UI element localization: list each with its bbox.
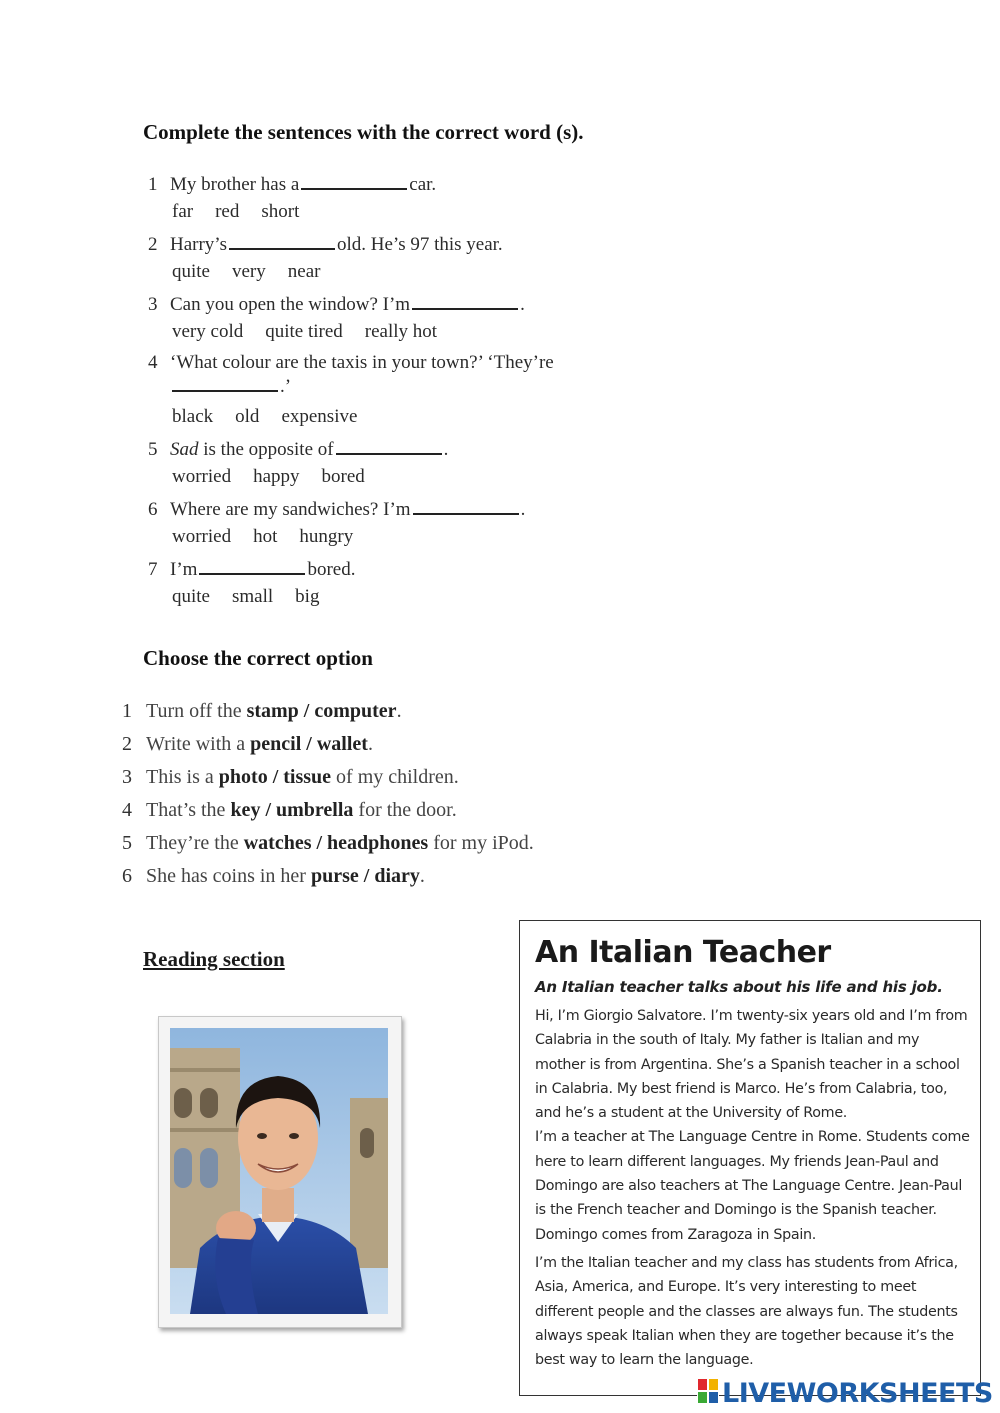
choice-options[interactable]: key / umbrella [230,799,354,821]
option-word: worried [172,526,232,547]
reading-paragraph: I’m a teacher at The Language Centre in Rome. Students come here to learn different languages. My friends Jean-Paul and Domingo are also teachers at The Language Centre. Jean-Paul is the French teacher and Domingo is the Spanish teacher. Domingo comes from Zaragoza in Spain. [535,1129,970,1243]
item-number: 7 [148,559,158,580]
option-words [172,406,379,428]
option-word: near [287,261,321,282]
choice-options[interactable]: stamp / computer [246,700,397,722]
option-words [172,466,387,488]
choice-text-after: of my children. [331,766,459,788]
liveworksheets-logo-text: LIVEWORKSHEETS [722,1378,993,1409]
option-words [172,526,375,548]
choice-item [122,832,534,855]
option-word: big [295,586,320,607]
option-word: expensive [281,406,358,427]
option-word: bored [321,466,365,487]
option-word: short [261,201,300,222]
option-word: worried [172,466,232,487]
sentence-item [148,437,448,461]
item-number: 2 [122,733,132,755]
choice-text-before: This is a [146,766,219,788]
item-number: 5 [122,832,132,854]
choice-text-before: Turn off the [146,700,247,722]
sentence-item [148,232,503,256]
answer-blank[interactable] [229,232,335,250]
item-number: 6 [148,499,158,520]
reading-card [519,920,981,1396]
choice-item [122,799,457,822]
option-word: far [172,201,194,222]
answer-blank[interactable] [413,497,519,515]
reading-card-title: An Italian Teacher [535,935,831,970]
item-number: 5 [148,439,158,460]
item-text-before: I’m [170,559,198,580]
item-number: 6 [122,865,132,887]
teacher-photo-image [170,1028,388,1314]
sentence-item [148,292,525,316]
item-number: 1 [148,174,158,195]
choice-options[interactable]: purse / diary [310,865,420,887]
sentence-item [148,497,525,521]
answer-blank[interactable] [301,172,407,190]
item-text-after: . [520,294,525,315]
teacher-photo [158,1016,402,1328]
item-number: 3 [122,766,132,788]
choice-options[interactable]: pencil / wallet [250,733,368,755]
option-word: quite tired [265,321,343,342]
choice-text-after: for the door. [353,799,457,821]
liveworksheets-logo-mark-icon [697,1378,719,1404]
answer-blank[interactable] [336,437,442,455]
choice-item [122,700,402,723]
item-text-before: Can you open the window? I’m [170,294,411,315]
exercise1-title: Complete the sentences with the correct word (s). [143,120,584,144]
item-number: 4 [122,799,132,821]
item-number: 1 [122,700,132,722]
item-italic-word: Sad [170,439,204,460]
answer-blank[interactable] [199,557,305,575]
item-text-before: My brother has a [170,174,300,195]
item-text-after: old. He’s 97 this year. [336,234,503,255]
item-text-before: Where are my sandwiches? I’m [170,499,411,520]
item-text-before: ‘What colour are the taxis in your town?’ ‘They’re [170,352,554,373]
option-word: quite [172,261,210,282]
option-words [172,321,459,343]
choice-item [122,766,459,789]
reading-paragraph: Hi, I’m Giorgio Salvatore. I’m twenty-six years old and I’m from Calabria in the south of Italy. My father is Italian and my mother is from Argentina. She’s a Spanish teacher in a school in Calabria. My best friend is Marco. He’s from Calabria, too, and he’s a student at the University of Rome. [535,1008,968,1122]
option-words [172,586,341,608]
exercise2-title: Choose the correct option [143,646,373,670]
option-word: hungry [299,526,354,547]
item-text-after: bored. [307,559,356,580]
reading-paragraph: I’m the Italian teacher and my class has students from Africa, Asia, America, and Europe. It’s very interesting to meet different people and the classes are always fun. The students always speak Italian when they are together because it’s the best way to learn the language. [535,1254,958,1369]
sentence-item [148,172,436,196]
choice-item [122,865,425,888]
option-word: really hot [364,321,438,342]
item-text-before: is the opposite of [203,439,334,460]
answer-blank[interactable] [172,374,278,392]
option-word: small [232,586,274,607]
reading-card-subtitle: An Italian teacher talks about his life and his job. [535,978,943,996]
sentence-item [148,352,554,398]
item-text-after: . [443,439,449,460]
option-word: hot [253,526,278,547]
item-text-before: Harry’s [170,234,227,255]
choice-text-before: They’re the [146,832,244,854]
choice-text-before: She has coins in her [146,865,311,887]
choice-text-after: . [419,865,425,887]
item-number: 3 [148,294,158,315]
sentence-item [148,557,355,581]
choice-text-before: That’s the [146,799,231,821]
choice-text-after: . [367,733,373,755]
option-word: very cold [172,321,244,342]
option-words [172,261,342,283]
option-word: quite [172,586,210,607]
choice-item [122,733,373,756]
answer-blank[interactable] [412,292,518,310]
choice-text-before: Write with a [146,733,251,755]
option-word: happy [253,466,300,487]
option-word: old [235,406,260,427]
option-word: red [215,201,240,222]
option-word: black [172,406,214,427]
option-word: very [232,261,266,282]
reading-section-title: Reading section [143,947,285,971]
item-text-after: . [520,499,526,520]
liveworksheets-logo [697,1378,993,1410]
item-text-after: car. [409,174,437,195]
item-text-after: .’ [280,376,292,397]
option-words [172,201,321,223]
choice-options[interactable]: watches / headphones [243,832,429,854]
choice-text-after: . [396,700,402,722]
choice-text-after: for my iPod. [428,832,534,854]
choice-options[interactable]: photo / tissue [218,766,332,788]
item-number: 2 [148,234,158,255]
item-number: 4 [148,352,158,373]
